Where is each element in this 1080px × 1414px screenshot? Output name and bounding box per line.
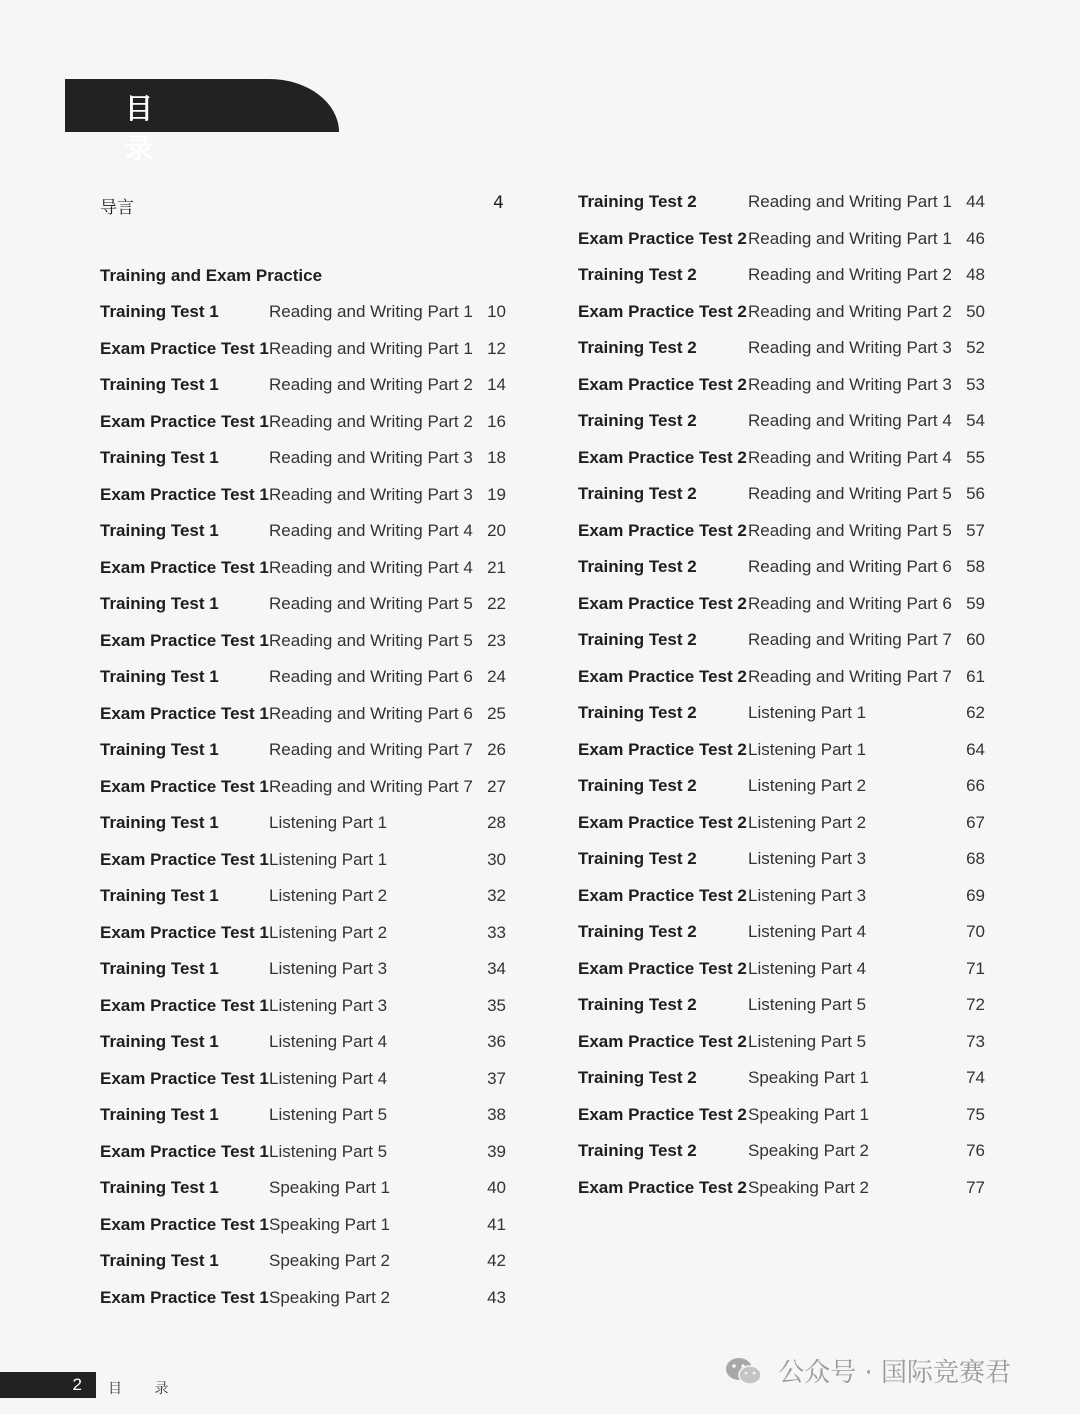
toc-entry-page: 40 (487, 1178, 506, 1197)
toc-entry[interactable] (100, 339, 510, 363)
watermark-text: 公众号 · 国际竞赛君 (778, 1358, 1012, 1388)
toc-entry-part: Reading and Writing Part 4 (269, 557, 473, 577)
toc-entry-part: Reading and Writing Part 2 (748, 301, 952, 321)
toc-entry[interactable] (578, 995, 988, 1019)
toc-entry[interactable] (100, 631, 510, 655)
footer-label: 目 录 (108, 1381, 183, 1397)
toc-entry-part: Listening Part 3 (748, 885, 867, 905)
toc-entry-test: Exam Practice Test 1 (100, 411, 269, 431)
toc-entry-test: Training Test 1 (100, 594, 219, 613)
toc-entry[interactable] (100, 302, 510, 326)
toc-entry[interactable] (100, 923, 510, 947)
toc-entry-part: Reading and Writing Part 5 (269, 630, 473, 650)
toc-entry-page: 38 (487, 1105, 506, 1124)
toc-entry-part: Reading and Writing Part 3 (748, 374, 952, 394)
toc-entry-part: Reading and Writing Part 6 (269, 703, 473, 723)
toc-entry[interactable] (578, 922, 988, 946)
toc-entry[interactable] (578, 594, 988, 618)
toc-entry-page: 42 (487, 1251, 506, 1270)
toc-entry-page: 54 (966, 411, 985, 430)
toc-entry-test: Training Test 2 (578, 1141, 697, 1160)
toc-entry-part: Reading and Writing Part 1 (269, 338, 473, 358)
toc-entry-part: Listening Part 4 (748, 922, 867, 941)
toc-entry[interactable] (578, 849, 988, 873)
toc-entry-part: Listening Part 2 (269, 922, 388, 942)
toc-entry-test: Exam Practice Test 2 (578, 666, 747, 686)
toc-entry-page: 77 (966, 1177, 985, 1197)
wechat-icon (724, 1356, 764, 1386)
toc-entry-part: Listening Part 1 (748, 703, 867, 722)
toc-entry[interactable] (100, 1069, 510, 1093)
toc-entry-part: Reading and Writing Part 5 (269, 594, 473, 613)
toc-entry-part: Listening Part 2 (748, 812, 867, 832)
toc-entry-test: Training Test 1 (100, 813, 219, 832)
toc-entry-test: Training Test 1 (100, 667, 219, 686)
toc-entry[interactable] (100, 375, 510, 399)
toc-entry-test: Exam Practice Test 1 (100, 776, 269, 796)
toc-entry-page: 39 (487, 1141, 506, 1161)
toc-entry[interactable] (100, 1251, 510, 1275)
toc-entry-page: 66 (966, 776, 985, 795)
toc-entry-page: 50 (966, 301, 985, 321)
toc-entry[interactable] (100, 1142, 510, 1166)
toc-entry[interactable] (100, 521, 510, 545)
toc-entry-page: 34 (487, 959, 506, 978)
toc-entry-part: Listening Part 2 (269, 886, 388, 905)
toc-entry-page: 36 (487, 1032, 506, 1051)
toc-entry-part: Speaking Part 1 (748, 1068, 869, 1087)
toc-entry-test: Exam Practice Test 2 (578, 228, 747, 248)
toc-entry-page: 22 (487, 594, 506, 613)
toc-entry-part: Reading and Writing Part 7 (748, 630, 952, 649)
toc-entry-part: Listening Part 5 (748, 1031, 867, 1051)
toc-entry-test: Training Test 1 (100, 448, 219, 467)
toc-entry-test: Training Test 2 (578, 411, 697, 430)
toc-entry-test: Training Test 2 (578, 995, 697, 1014)
toc-entry-page: 18 (487, 448, 506, 467)
toc-entry-page: 12 (487, 338, 506, 358)
toc-entry-part: Listening Part 5 (269, 1141, 388, 1161)
toc-entry[interactable] (100, 813, 510, 837)
toc-entry-part: Reading and Writing Part 2 (269, 411, 473, 431)
toc-entry-page: 35 (487, 995, 506, 1015)
toc-entry-test: Training Test 2 (578, 630, 697, 649)
toc-entry-page: 44 (966, 192, 985, 211)
toc-entry-test: Exam Practice Test 1 (100, 1068, 269, 1088)
toc-entry-test: Training Test 1 (100, 1032, 219, 1051)
toc-entry-page: 52 (966, 338, 985, 357)
toc-entry-part: Speaking Part 2 (269, 1251, 390, 1270)
toc-entry[interactable] (578, 886, 988, 910)
toc-entry-test: Training Test 2 (578, 776, 697, 795)
toc-entry-part: Listening Part 5 (748, 995, 867, 1014)
toc-entry[interactable] (578, 448, 988, 472)
toc-entry-test: Exam Practice Test 1 (100, 849, 269, 869)
toc-entry[interactable] (100, 996, 510, 1020)
toc-entry[interactable] (100, 850, 510, 874)
toc-entry[interactable] (578, 630, 988, 654)
toc-entry-part: Reading and Writing Part 4 (748, 447, 952, 467)
toc-entry-page: 20 (487, 521, 506, 540)
toc-entry-test: Exam Practice Test 2 (578, 1104, 747, 1124)
toc-entry-test: Training Test 2 (578, 849, 697, 868)
toc-entry-part: Reading and Writing Part 6 (748, 557, 952, 576)
toc-entry-page: 60 (966, 630, 985, 649)
toc-entry[interactable] (578, 375, 988, 399)
toc-entry-test: Training Test 1 (100, 886, 219, 905)
toc-entry-part: Reading and Writing Part 6 (748, 593, 952, 613)
toc-entry[interactable] (100, 886, 510, 910)
toc-entry-test: Exam Practice Test 2 (578, 1031, 747, 1051)
toc-entry-test: Exam Practice Test 2 (578, 520, 747, 540)
toc-entry-test: Exam Practice Test 2 (578, 812, 747, 832)
toc-entry-page: 27 (487, 776, 506, 796)
toc-entry-test: Training Test 1 (100, 521, 219, 540)
toc-entry-test: Training Test 2 (578, 265, 697, 284)
toc-entry-page: 46 (966, 228, 985, 248)
toc-entry-page: 69 (966, 885, 985, 905)
toc-entry[interactable] (578, 959, 988, 983)
toc-entry-page: 41 (487, 1214, 506, 1234)
toc-entry-part: Reading and Writing Part 5 (748, 520, 952, 540)
footer-page-tab (0, 1372, 96, 1398)
toc-entry[interactable] (100, 1178, 510, 1202)
toc-entry-page: 53 (966, 374, 985, 394)
toc-entry-test: Training Test 2 (578, 1068, 697, 1087)
toc-entry-test: Training Test 1 (100, 1105, 219, 1124)
toc-entry[interactable] (578, 776, 988, 800)
toc-entry-page: 21 (487, 557, 506, 577)
toc-entry-page: 23 (487, 630, 506, 650)
toc-entry-test: Training Test 2 (578, 484, 697, 503)
toc-entry[interactable] (578, 411, 988, 435)
toc-entry-part: Listening Part 1 (269, 813, 388, 832)
toc-entry-test: Training Test 1 (100, 959, 219, 978)
toc-entry[interactable] (100, 704, 510, 728)
toc-entry[interactable] (100, 448, 510, 472)
toc-entry[interactable] (578, 703, 988, 727)
toc-entry[interactable] (100, 959, 510, 983)
toc-entry[interactable] (578, 1032, 988, 1056)
toc-entry-page: 37 (487, 1068, 506, 1088)
toc-entry[interactable] (578, 667, 988, 691)
toc-entry[interactable] (578, 1178, 988, 1202)
toc-entry-part: Listening Part 3 (748, 849, 867, 868)
toc-entry[interactable] (578, 192, 988, 216)
toc-entry-part: Reading and Writing Part 2 (748, 265, 952, 284)
toc-entry-page: 68 (966, 849, 985, 868)
toc-entry-part: Reading and Writing Part 1 (748, 228, 952, 248)
page-title: 目 录 (125, 92, 204, 165)
toc-entry-page: 33 (487, 922, 506, 942)
toc-entry-test: Exam Practice Test 1 (100, 1214, 269, 1234)
toc-entry[interactable] (578, 521, 988, 545)
toc-entry-page: 73 (966, 1031, 985, 1051)
toc-entry[interactable] (578, 484, 988, 508)
toc-entry-test: Exam Practice Test 2 (578, 885, 747, 905)
toc-entry-test: Exam Practice Test 2 (578, 447, 747, 467)
toc-entry[interactable] (578, 557, 988, 581)
toc-entry-test: Exam Practice Test 2 (578, 374, 747, 394)
toc-entry-page: 55 (966, 447, 985, 467)
toc-entry[interactable] (578, 1141, 988, 1165)
toc-intro-label: 导言 (100, 198, 134, 218)
toc-entry-page: 59 (966, 593, 985, 613)
toc-entry-test: Exam Practice Test 1 (100, 995, 269, 1015)
toc-entry-part: Reading and Writing Part 1 (748, 192, 952, 211)
section-heading: Training and Exam Practice (100, 266, 323, 285)
toc-entry[interactable] (578, 338, 988, 362)
toc-entry-test: Training Test 2 (578, 922, 697, 941)
toc-entry-page: 19 (487, 484, 506, 504)
toc-entry-test: Training Test 2 (578, 557, 697, 576)
toc-entry-page: 16 (487, 411, 506, 431)
toc-entry-test: Training Test 1 (100, 740, 219, 759)
toc-entry-part: Speaking Part 2 (748, 1177, 869, 1197)
toc-entry[interactable] (578, 813, 988, 837)
toc-entry[interactable] (578, 302, 988, 326)
toc-entry-test: Training Test 1 (100, 1178, 219, 1197)
toc-intro-page: 4 (493, 193, 504, 213)
toc-entry-part: Reading and Writing Part 7 (269, 776, 473, 796)
toc-entry-page: 76 (966, 1141, 985, 1160)
toc-entry-page: 75 (966, 1104, 985, 1124)
toc-entry-part: Reading and Writing Part 3 (269, 448, 473, 467)
toc-entry-page: 48 (966, 265, 985, 284)
toc-entry-part: Reading and Writing Part 3 (269, 484, 473, 504)
toc-entry[interactable] (100, 740, 510, 764)
toc-entry-page: 10 (487, 302, 506, 321)
toc-entry-test: Exam Practice Test 2 (578, 958, 747, 978)
toc-entry-part: Speaking Part 2 (269, 1287, 390, 1307)
toc-entry[interactable] (100, 1288, 510, 1312)
toc-entry-page: 61 (966, 666, 985, 686)
toc-entry[interactable] (578, 740, 988, 764)
toc-entry-page: 71 (966, 958, 985, 978)
toc-entry-part: Reading and Writing Part 3 (748, 338, 952, 357)
toc-entry-test: Exam Practice Test 1 (100, 922, 269, 942)
toc-entry[interactable] (100, 667, 510, 691)
toc-entry-page: 58 (966, 557, 985, 576)
toc-entry-page: 70 (966, 922, 985, 941)
toc-entry-part: Speaking Part 1 (269, 1178, 390, 1197)
toc-entry-part: Listening Part 3 (269, 995, 388, 1015)
toc-entry-part: Listening Part 2 (748, 776, 867, 795)
toc-entry-test: Exam Practice Test 2 (578, 739, 747, 759)
toc-entry-page: 62 (966, 703, 985, 722)
toc-entry-part: Reading and Writing Part 2 (269, 375, 473, 394)
toc-entry-page: 56 (966, 484, 985, 503)
toc-entry-test: Training Test 1 (100, 375, 219, 394)
toc-entry-page: 28 (487, 813, 506, 832)
toc-entry-page: 67 (966, 812, 985, 832)
toc-entry-part: Listening Part 4 (269, 1032, 388, 1051)
toc-entry-page: 43 (487, 1287, 506, 1307)
toc-entry-part: Reading and Writing Part 7 (269, 740, 473, 759)
toc-entry-part: Listening Part 1 (748, 739, 867, 759)
toc-entry-part: Reading and Writing Part 6 (269, 667, 473, 686)
toc-entry[interactable] (100, 1105, 510, 1129)
toc-entry-part: Listening Part 4 (269, 1068, 388, 1088)
toc-entry-test: Exam Practice Test 2 (578, 301, 747, 321)
toc-entry-test: Exam Practice Test 2 (578, 593, 747, 613)
toc-entry[interactable] (578, 1105, 988, 1129)
toc-entry-page: 72 (966, 995, 985, 1014)
toc-entry-page: 26 (487, 740, 506, 759)
toc-entry-test: Training Test 2 (578, 338, 697, 357)
toc-entry-part: Listening Part 4 (748, 958, 867, 978)
toc-entry-part: Listening Part 3 (269, 959, 388, 978)
toc-entry-test: Exam Practice Test 1 (100, 1287, 269, 1307)
toc-entry-part: Reading and Writing Part 7 (748, 666, 952, 686)
toc-intro-row[interactable] (100, 193, 505, 217)
toc-entry-page: 74 (966, 1068, 985, 1087)
toc-entry-part: Listening Part 1 (269, 849, 388, 869)
toc-entry[interactable] (578, 265, 988, 289)
toc-entry-part: Reading and Writing Part 5 (748, 484, 952, 503)
toc-entry-part: Speaking Part 1 (269, 1214, 390, 1234)
toc-entry-test: Exam Practice Test 2 (578, 1177, 747, 1197)
toc-entry-part: Reading and Writing Part 4 (748, 411, 952, 430)
toc-entry[interactable] (578, 1068, 988, 1092)
toc-entry-page: 57 (966, 520, 985, 540)
toc-entry[interactable] (100, 558, 510, 582)
toc-entry[interactable] (100, 485, 510, 509)
toc-entry-test: Exam Practice Test 1 (100, 338, 269, 358)
toc-entry[interactable] (100, 1215, 510, 1239)
toc-entry-test: Exam Practice Test 1 (100, 484, 269, 504)
toc-entry-page: 25 (487, 703, 506, 723)
toc-entry-part: Reading and Writing Part 4 (269, 521, 473, 540)
toc-entry-test: Training Test 1 (100, 1251, 219, 1270)
toc-entry-test: Training Test 2 (578, 703, 697, 722)
toc-entry-page: 30 (487, 849, 506, 869)
toc-entry[interactable] (100, 594, 510, 618)
toc-entry-page: 24 (487, 667, 506, 686)
toc-entry-part: Reading and Writing Part 1 (269, 302, 473, 321)
toc-entry-page: 64 (966, 739, 985, 759)
toc-entry-test: Exam Practice Test 1 (100, 703, 269, 723)
toc-entry-page: 14 (487, 375, 506, 394)
toc-entry-page: 32 (487, 886, 506, 905)
toc-entry-test: Training Test 2 (578, 192, 697, 211)
toc-entry[interactable] (100, 412, 510, 436)
toc-entry-test: Exam Practice Test 1 (100, 1141, 269, 1161)
toc-entry-test: Training Test 1 (100, 302, 219, 321)
watermark (724, 1352, 1011, 1388)
toc-entry-test: Exam Practice Test 1 (100, 630, 269, 650)
title-banner (65, 79, 339, 165)
toc-entry[interactable] (578, 229, 988, 253)
toc-entry-part: Listening Part 5 (269, 1105, 388, 1124)
footer-page-number: 2 (72, 1375, 82, 1394)
toc-entry[interactable] (100, 777, 510, 801)
toc-entry[interactable] (100, 1032, 510, 1056)
toc-entry-test: Exam Practice Test 1 (100, 557, 269, 577)
toc-entry-part: Speaking Part 1 (748, 1104, 869, 1124)
toc-entry-part: Speaking Part 2 (748, 1141, 869, 1160)
